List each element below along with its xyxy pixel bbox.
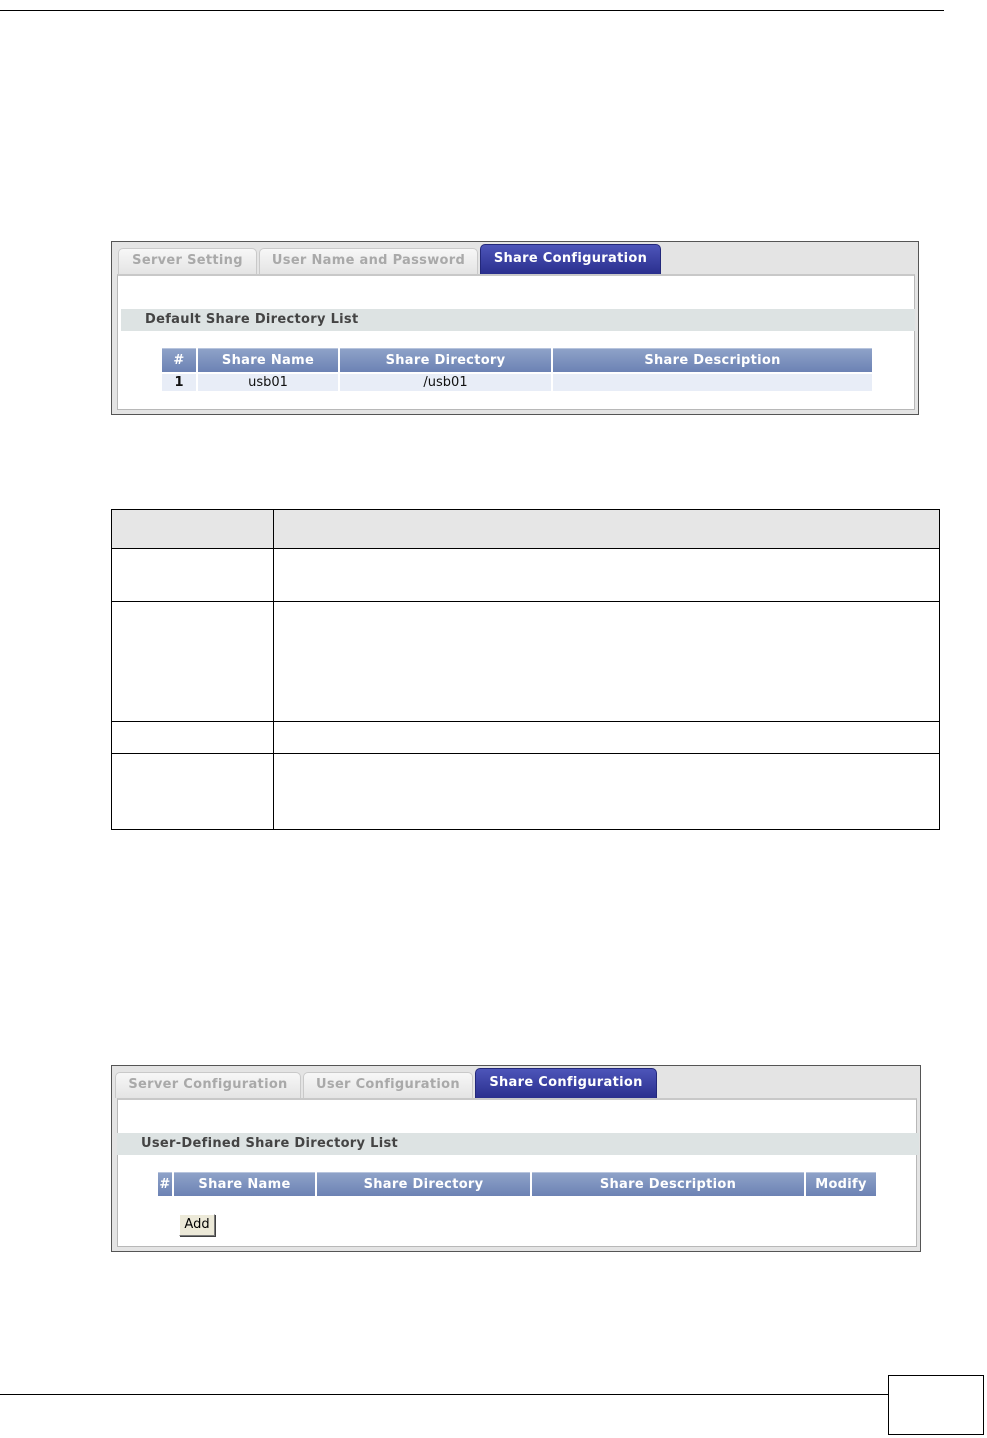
tab-user-name-and-password[interactable]: User Name and Password	[259, 248, 478, 274]
table-row-divider	[112, 601, 939, 602]
column-header-share-description: Share Description	[532, 1172, 804, 1196]
table-row-divider	[112, 753, 939, 754]
default-share-panel	[111, 241, 919, 415]
tab-share-configuration[interactable]: Share Configuration	[475, 1068, 657, 1098]
column-header-share-description: Share Description	[553, 348, 872, 372]
section-title: User-Defined Share Directory List	[117, 1133, 919, 1155]
column-header-share-directory: Share Directory	[317, 1172, 530, 1196]
column-header-modify: Modify	[806, 1172, 876, 1196]
column-header-share-name: Share Name	[174, 1172, 315, 1196]
page-number-box	[888, 1375, 984, 1435]
header-rule	[0, 10, 944, 11]
panel-content	[117, 1098, 917, 1247]
section-title: Default Share Directory List	[121, 309, 915, 331]
column-header-share-directory: Share Directory	[340, 348, 551, 372]
column-header-number: #	[158, 1172, 172, 1196]
tab-bar	[112, 1066, 920, 1098]
tab-server-configuration[interactable]: Server Configuration	[115, 1072, 301, 1098]
column-header-share-name: Share Name	[198, 348, 338, 372]
table-row-divider	[112, 548, 939, 549]
cell-share-name: usb01	[198, 374, 338, 391]
add-button[interactable]: Add	[179, 1214, 215, 1236]
column-header-number: #	[162, 348, 196, 372]
cell-number: 1	[162, 374, 196, 391]
tab-share-configuration[interactable]: Share Configuration	[480, 244, 661, 274]
tab-server-setting[interactable]: Server Setting	[118, 248, 257, 274]
cell-share-description	[553, 374, 872, 391]
tab-user-configuration[interactable]: User Configuration	[303, 1072, 473, 1098]
tab-bar	[112, 242, 918, 274]
field-description-table	[111, 509, 940, 830]
table-row-divider	[112, 721, 939, 722]
user-defined-share-panel	[111, 1065, 921, 1252]
panel-content	[117, 274, 915, 410]
table-header-row	[112, 510, 939, 548]
cell-share-directory: /usb01	[340, 374, 551, 391]
table-column-divider	[273, 510, 274, 829]
footer-rule	[0, 1394, 888, 1395]
